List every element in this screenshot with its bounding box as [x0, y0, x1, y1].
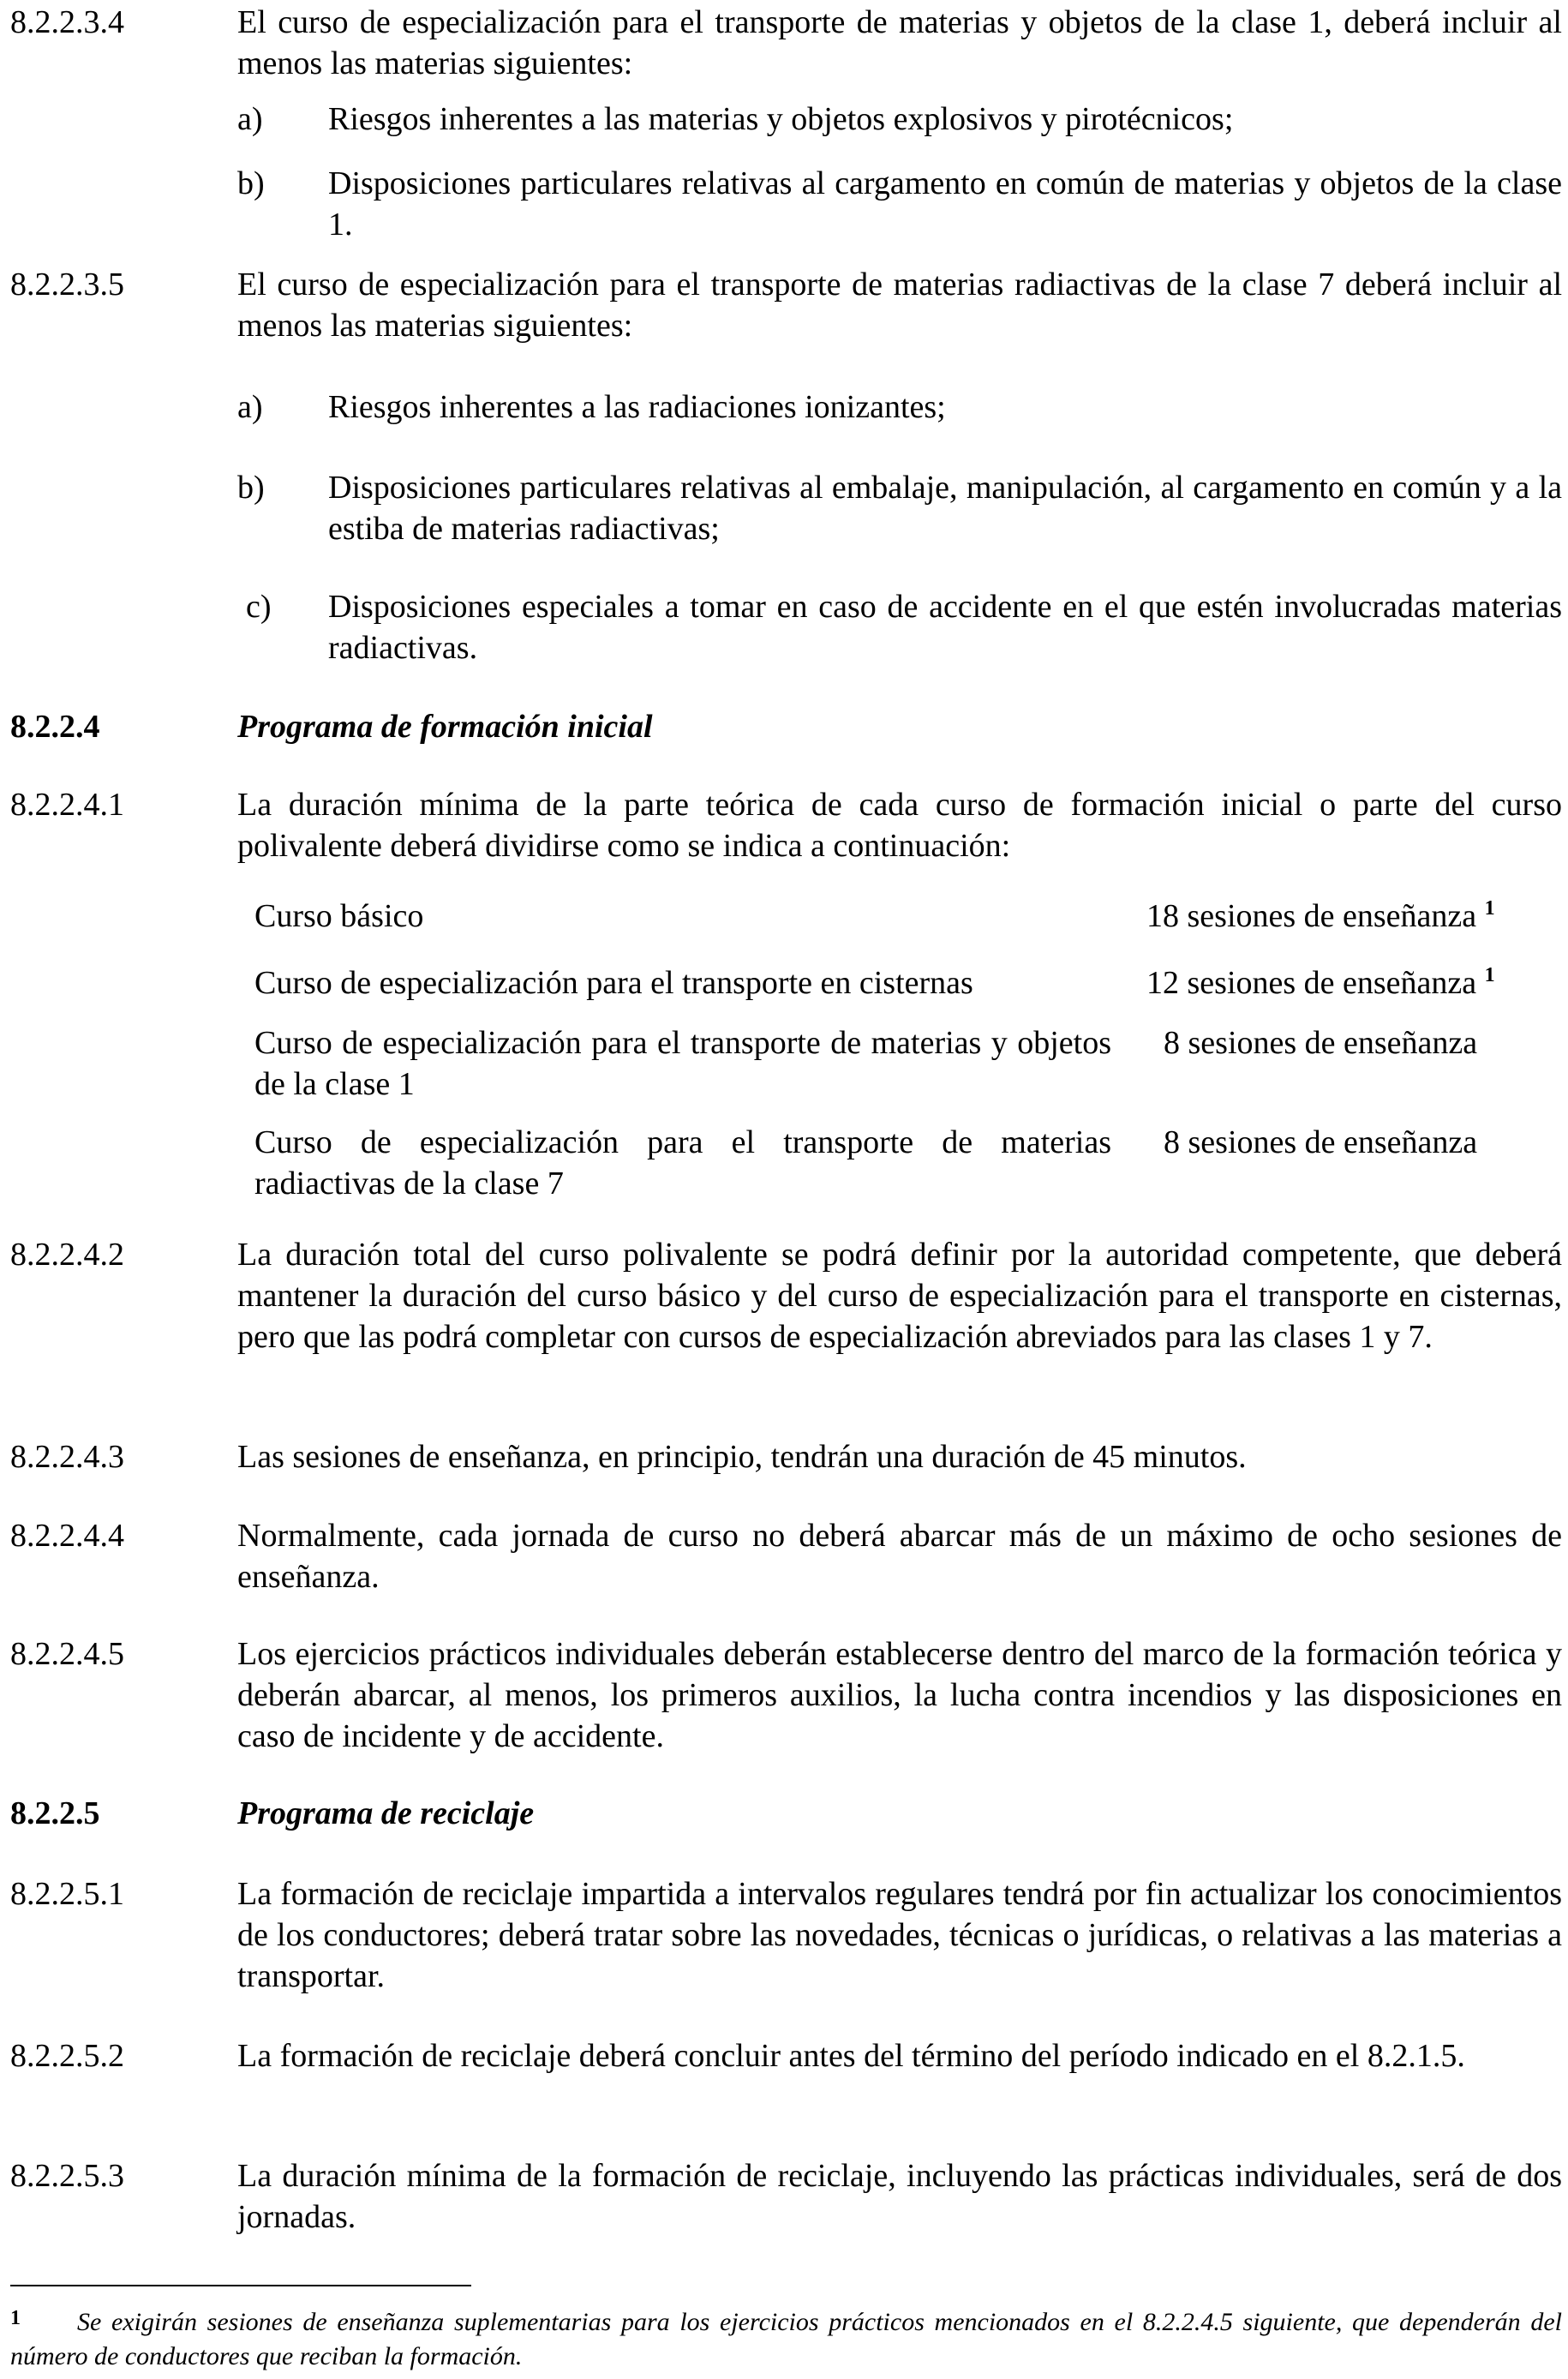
section-number: 8.2.2.5.2: [10, 2038, 124, 2074]
list-item-label: a): [237, 101, 263, 137]
list-item-text: Riesgos inherentes a las materias y objetos explosivos y pirotécnicos;: [328, 101, 1234, 137]
heading-number: 8.2.2.5: [10, 1795, 100, 1831]
course-sessions: 12 sesiones de enseñanza $^1$: [1146, 964, 1495, 1001]
section-paragraph: El curso de especialización para el transporte de materias radiactivas de la clase 7 deberá incluir al menos las materias siguientes:: [237, 267, 1562, 344]
section-paragraph: La duración total del curso polivalente se podrá definir por la autoridad competente, que deberá mantener la duración del curso básico y del curso de especialización para el transporte en cisternas, pero que las podrá completar con cursos de especialización abreviados para las clases 1 y 7.: [237, 1237, 1562, 1355]
section-paragraph: La duración mínima de la parte teórica de cada curso de formación inicial o parte del curso polivalente deberá dividirse como se indica a continuación:: [237, 787, 1562, 864]
section-number: 8.2.2.3.4: [10, 4, 124, 40]
list-item-label: b): [237, 165, 265, 201]
course-name: Curso de especialización para el transporte en cisternas: [254, 965, 973, 1001]
section-number: 8.2.2.5.1: [10, 1876, 124, 1912]
section-number: 8.2.2.4.2: [10, 1237, 124, 1273]
footnote-reference: 1: [1484, 964, 1495, 986]
list-item-label: c): [246, 589, 272, 625]
section-paragraph: La formación de reciclaje deberá concluir antes del término del período indicado en el 8.2.1.5.: [237, 2038, 1465, 2074]
list-item-label: b): [237, 470, 265, 506]
course-sessions: 18 sesiones de enseñanza $^1$: [1146, 897, 1495, 934]
section-paragraph: Normalmente, cada jornada de curso no deberá abarcar más de un máximo de ocho sesiones de enseñanza.: [237, 1518, 1562, 1595]
section-number: 8.2.2.4.1: [10, 787, 124, 823]
list-item-label: a): [237, 389, 263, 425]
section-paragraph: La duración mínima de la formación de reciclaje, incluyendo las prácticas individuales, será de dos jornadas.: [237, 2158, 1562, 2235]
course-name: Curso básico: [254, 898, 424, 934]
footnote-separator: [10, 2285, 471, 2286]
section-paragraph: El curso de especialización para el transporte de materias y objetos de la clase 1, deberá incluir al menos las materias siguientes:: [237, 4, 1562, 81]
course-sessions: 8 sesiones de enseñanza: [1164, 1025, 1478, 1061]
heading-number: 8.2.2.4: [10, 709, 100, 745]
footnote-reference: 1: [1484, 897, 1495, 920]
footnote-mark: 1: [10, 2307, 21, 2329]
section-heading: Programa de reciclaje: [237, 1795, 535, 1831]
section-paragraph: Las sesiones de enseñanza, en principio, tendrán una duración de 45 minutos.: [237, 1439, 1247, 1475]
section-number: 8.2.2.3.5: [10, 267, 124, 303]
list-item-text: Disposiciones particulares relativas al cargamento en común de materias y objetos de la clase 1.: [328, 165, 1562, 243]
list-item-text: Riesgos inherentes a las radiaciones ionizantes;: [328, 389, 946, 425]
section-heading: Programa de formación inicial: [237, 709, 653, 745]
section-number: 8.2.2.4.3: [10, 1439, 124, 1475]
list-item-text: Disposiciones especiales a tomar en caso de accidente en el que estén involucradas materias radiactivas.: [328, 589, 1562, 666]
section-number: 8.2.2.4.4: [10, 1518, 124, 1554]
list-item-text: Disposiciones particulares relativas al embalaje, manipulación, al cargamento en común y a la estiba de materias radiactivas;: [328, 470, 1562, 547]
section-number: 8.2.2.5.3: [10, 2158, 124, 2194]
section-paragraph: La formación de reciclaje impartida a intervalos regulares tendrá por fin actualizar los conocimientos de los conductores; deberá tratar sobre las novedades, técnicas o jurídicas, o relativas a las materias a transportar.: [237, 1876, 1562, 1994]
section-number: 8.2.2.4.5: [10, 1636, 124, 1672]
footnote-text: Se exigirán sesiones de enseñanza suplementarias para los ejercicios prácticos mencionados en el 8.2.2.4.5 siguiente, que dependerán del número de conductores que reciban la formación.: [10, 2308, 1562, 2370]
course-name: Curso de especialización para el transporte de materias radiactivas de la clase 7: [254, 1124, 1111, 1201]
course-name: Curso de especialización para el transporte de materias y objetos de la clase 1: [254, 1025, 1111, 1102]
section-paragraph: Los ejercicios prácticos individuales deberán establecerse dentro del marco de la formación teórica y deberán abarcar, al menos, los primeros auxilios, la lucha contra incendios y las disposiciones en caso de incidente y de accidente.: [237, 1636, 1562, 1754]
course-sessions: 8 sesiones de enseñanza: [1164, 1124, 1478, 1160]
